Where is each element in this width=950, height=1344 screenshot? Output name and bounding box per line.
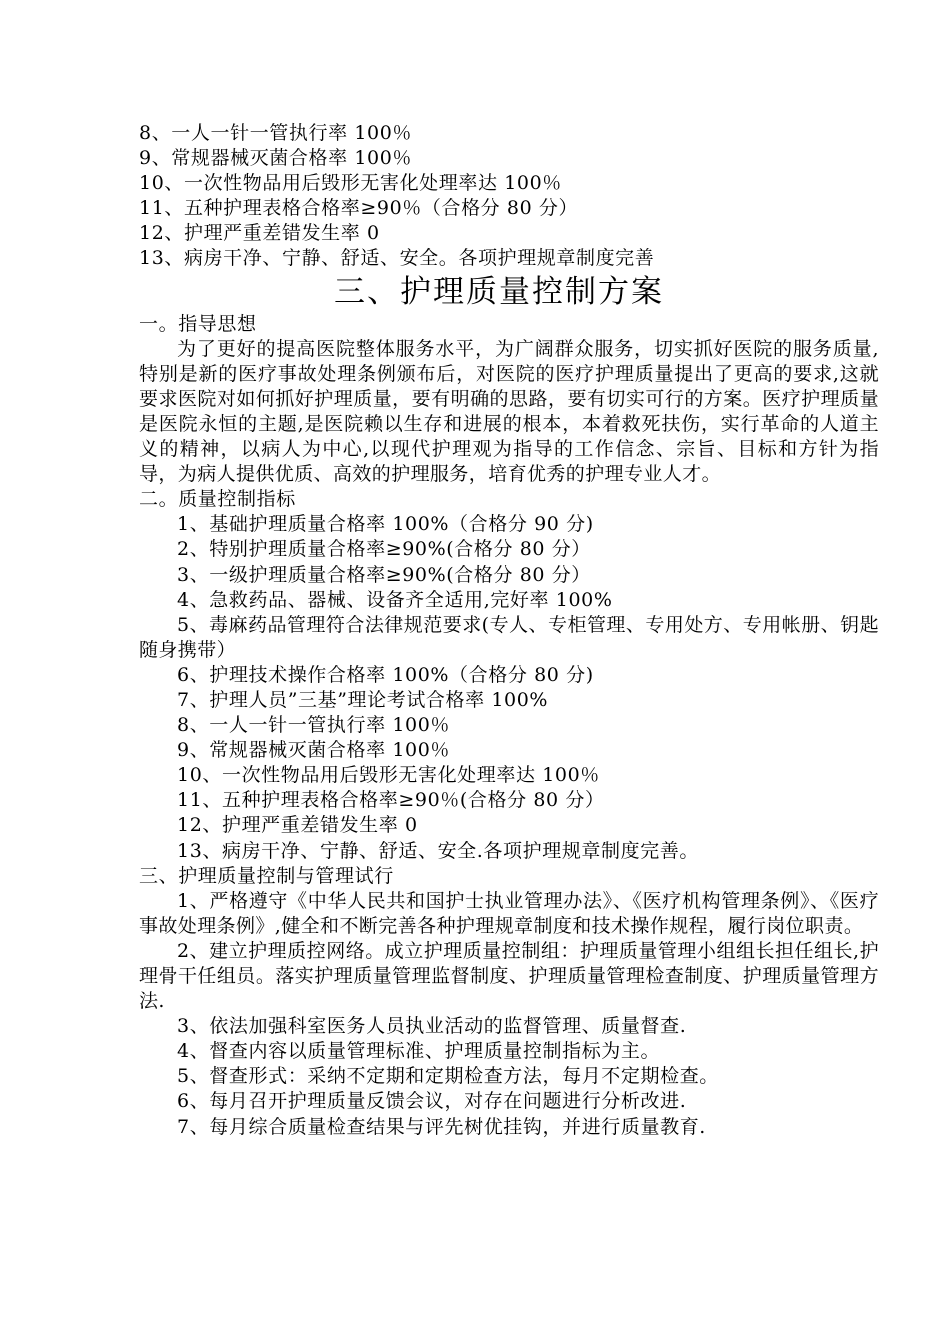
list-item: 3、一级护理质量合格率≥90%(合格分 80 分） <box>177 563 591 586</box>
list-item: 11、五种护理表格合格率≥90％（合格分 80 分） <box>139 197 579 220</box>
list-item: 7、每月综合质量检查结果与评先树优挂钩，并进行质量教育. <box>177 1115 706 1138</box>
list-item: 2、建立护理质控网络。成立护理质量控制组：护理质量管理小组组长担任组长,护理骨干任组员。落实护理质量管理监督制度、护理质量管理检查制度、护理质量管理方法. <box>139 939 879 1013</box>
section-heading: 三、护理质量控制与管理试行 <box>139 864 394 887</box>
top-list <box>139 121 879 272</box>
list-item: 13、病房干净、宁静、舒适、安全.各项护理规章制度完善。 <box>177 839 700 862</box>
section-heading: 一。指导思想 <box>139 312 257 335</box>
list-item: 1、严格遵守《中华人民共和国护士执业管理办法》、《医疗机构管理条例》、《医疗事故处理条例》,健全和不断完善各种护理规章制度和技术操作规程，履行岗位职责。 <box>139 889 879 937</box>
list-item: 9、常规器械灭菌合格率 100％ <box>139 147 412 170</box>
list-item: 10、一次性物品用后毁形无害化处理率达 100％ <box>139 172 562 195</box>
list-item: 13、病房干净、宁静、舒适、安全。各项护理规章制度完善 <box>139 247 655 270</box>
list-item: 6、每月召开护理质量反馈会议，对存在问题进行分析改进. <box>177 1090 687 1113</box>
section-guiding-ideology <box>139 312 879 488</box>
section-title: 三、护理质量控制方案 <box>334 273 664 310</box>
list-item: 12、护理严重差错发生率 0 <box>139 222 380 245</box>
paragraph: 为了更好的提高医院整体服务水平，为广阔群众服务，切实抓好医院的服务质量,特别是新的医疗事故处理条例颁布后，对医院的医疗护理质量提出了更高的要求,这就要求医院对如何抓好护理质量，要有明确的思路，要有切实可行的方案。医疗护理质量是医院永恒的主题,是医院赖以生存和进展的根本，本着救死扶伤，实行革命的人道主义的精神，以病人为中心,以现代护理观为指导的工作信念、宗旨、目标和方针为指导，为病人提供优质、高效的护理服务，培育优秀的护理专业人才。 <box>139 337 879 486</box>
list-item: 11、五种护理表格合格率≥90％(合格分 80 分） <box>177 789 605 812</box>
section-heading: 二。质量控制指标 <box>139 488 296 511</box>
list-item: 9、常规器械灭菌合格率 100％ <box>177 739 450 762</box>
list-item: 8、一人一针一管执行率 100％ <box>177 714 450 737</box>
list-item: 6、护理技术操作合格率 100%（合格分 80 分) <box>177 663 594 686</box>
document-content <box>139 121 879 1140</box>
list-item: 10、一次性物品用后毁形无害化处理率达 100％ <box>177 764 600 787</box>
list-item: 1、基础护理质量合格率 100%（合格分 90 分) <box>177 513 594 536</box>
list-item: 2、特别护理质量合格率≥90%(合格分 80 分） <box>177 538 591 561</box>
list-item: 7、护理人员”三基”理论考试合格率 100% <box>177 688 549 711</box>
list-item: 12、护理严重差错发生率 0 <box>177 814 418 837</box>
list-item: 3、依法加强科室医务人员执业活动的监督管理、质量督查. <box>177 1015 687 1038</box>
section-quality-control-management <box>139 864 879 1140</box>
list-item: 5、督查形式：采纳不定期和定期检查方法，每月不定期检查。 <box>177 1065 719 1088</box>
list-item: 5、毒麻药品管理符合法律规范要求(专人、专柜管理、专用处方、专用帐册、钥匙随身携带） <box>139 613 879 661</box>
list-item: 4、督查内容以质量管理标准、护理质量控制指标为主。 <box>177 1040 661 1063</box>
list-item: 8、一人一针一管执行率 100％ <box>139 122 412 144</box>
section-quality-indicators <box>139 487 879 863</box>
list-item: 4、急救药品、器械、设备齐全适用,完好率 100% <box>177 588 613 611</box>
